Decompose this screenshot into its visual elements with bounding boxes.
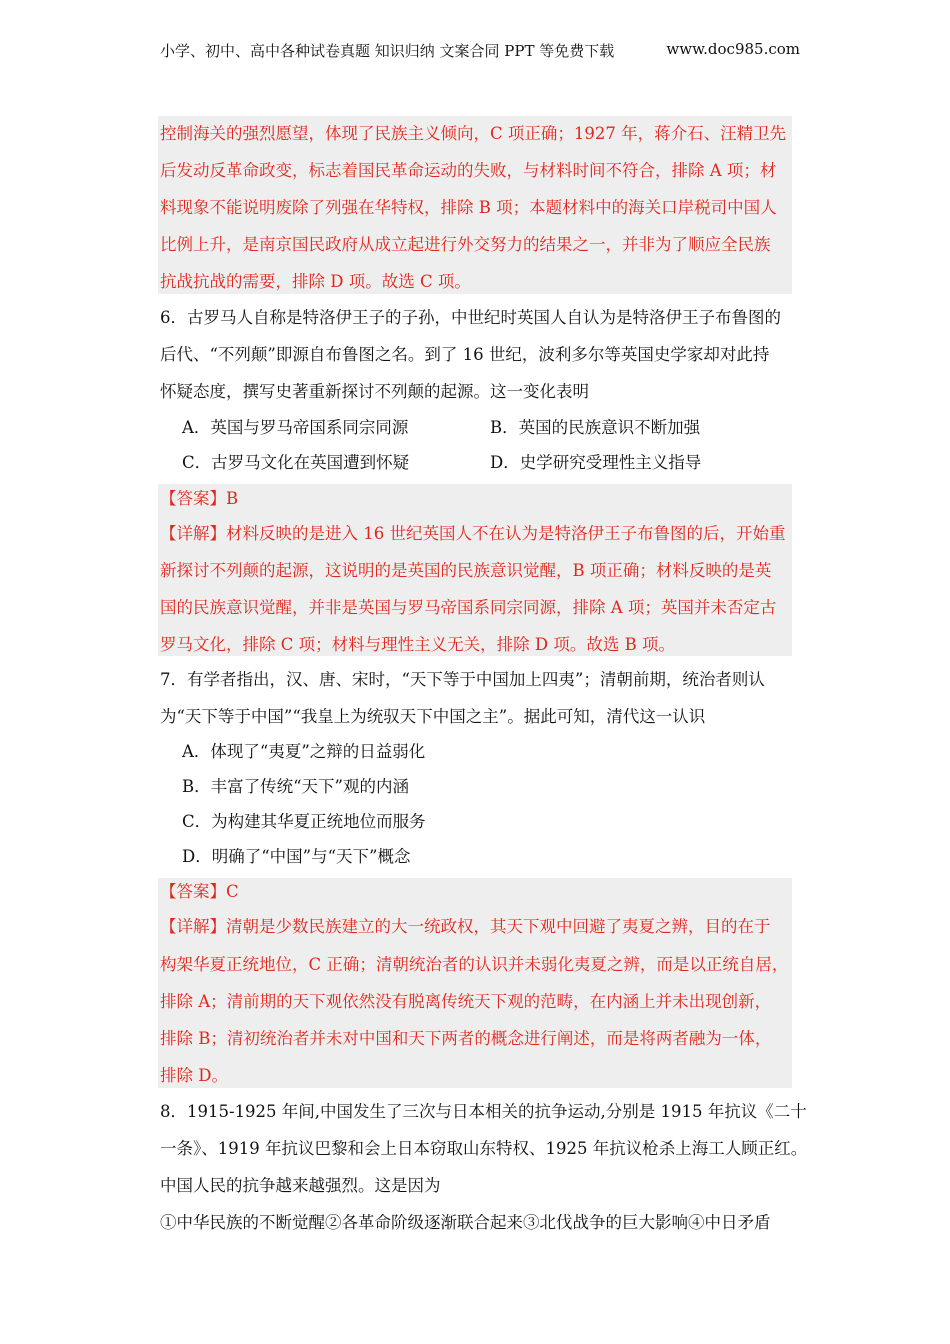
q6-option-a: A．英国与罗马帝国系同宗同源 <box>182 418 409 437</box>
q7-option-c: C．为构建其华夏正统地位而服务 <box>182 812 426 831</box>
prev-explanation-line: 后发动反革命政变，标志着国民革命运动的失败，与材料时间不符合，排除 A 项；材 <box>160 161 777 180</box>
q7-option-a: A．体现了“夷夏”之辩的日益弱化 <box>182 742 426 761</box>
q6-explanation-line: 罗马文化，排除 C 项；材料与理性主义无关，排除 D 项。故选 B 项。 <box>160 635 675 654</box>
q6-option-b: B．英国的民族意识不断加强 <box>490 418 701 437</box>
q7-stem-line: 7．有学者指出，汉、唐、宋时，“天下等于中国加上四夷”；清朝前期，统治者则认 <box>160 670 765 689</box>
q8-stem-line: 中国人民的抗争越来越强烈。这是因为 <box>160 1176 441 1195</box>
q8-stem-line: 一条》、1919 年抗议巴黎和会上日本窃取山东特权、1925 年抗议枪杀上海工人顾正红。 <box>160 1139 808 1158</box>
q7-stem-line: 为“天下等于中国”“我皇上为统驭天下中国之主”。据此可知，清代这一认识 <box>160 707 706 726</box>
q7-option-d: D．明确了“中国”与“天下”概念 <box>182 847 411 866</box>
q7-explanation-line: 构架华夏正统地位，C 正确；清朝统治者的认识并未弱化夷夏之辨，而是以正统自居， <box>160 955 789 974</box>
q7-answer-box <box>158 878 792 1088</box>
q6-stem-line: 怀疑态度，撰写史著重新探讨不列颠的起源。这一变化表明 <box>160 382 589 401</box>
q6-stem-line: 后代、“不列颠”即源自布鲁图之名。到了 16 世纪，波利多尔等英国史学家却对此持 <box>160 345 770 364</box>
header-text: 小学、初中、高中各种试卷真题 知识归纳 文案合同 PPT 等免费下载 <box>160 42 615 60</box>
q6-answer: 【答案】B <box>160 489 239 508</box>
q7-option-b: B．丰富了传统“天下”观的内涵 <box>182 777 409 796</box>
prev-explanation-line: 抗战抗战的需要，排除 D 项。故选 C 项。 <box>160 272 471 291</box>
page-header <box>160 40 800 61</box>
q7-explanation-line: 排除 A；清前期的天下观依然没有脱离传统天下观的范畴，在内涵上并未出现创新， <box>160 992 772 1011</box>
q7-explanation-line: 【详解】清朝是少数民族建立的大一统政权，其天下观中回避了夷夏之辨，目的在于 <box>160 917 771 936</box>
prev-explanation-line: 控制海关的强烈愿望，体现了民族主义倾向，C 项正确；1927 年，蒋介石、汪精卫先 <box>160 124 787 143</box>
q6-option-d: D．史学研究受理性主义指导 <box>490 453 702 472</box>
q6-stem-line: 6．古罗马人自称是特洛伊王子的子孙，中世纪时英国人自认为是特洛伊王子布鲁图的 <box>160 308 781 327</box>
q7-answer: 【答案】C <box>160 882 239 901</box>
header-site: www.doc985.com <box>666 40 800 58</box>
prev-explanation-line: 料现象不能说明废除了列强在华特权，排除 B 项；本题材料中的海关口岸税司中国人 <box>160 198 777 217</box>
q6-explanation-line: 国的民族意识觉醒，并非是英国与罗马帝国系同宗同源，排除 A 项；英国并未否定古 <box>160 598 777 617</box>
q8-stem-line: 8．1915-1925 年间,中国发生了三次与日本相关的抗争运动,分别是 1915 年抗议《二十 <box>160 1102 807 1121</box>
q6-explanation-line: 新探讨不列颠的起源，这说明的是英国的民族意识觉醒，B 项正确；材料反映的是英 <box>160 561 772 580</box>
q6-option-c: C．古罗马文化在英国遭到怀疑 <box>182 453 410 472</box>
q8-stem-line: ①中华民族的不断觉醒②各革命阶级逐渐联合起来③北伐战争的巨大影响④中日矛盾 <box>160 1213 771 1232</box>
prev-explanation-line: 比例上升，是南京国民政府从成立起进行外交努力的结果之一，并非为了顺应全民族 <box>160 235 771 254</box>
q6-explanation-line: 【详解】材料反映的是进入 16 世纪英国人不在认为是特洛伊王子布鲁图的后，开始重 <box>160 524 786 543</box>
q7-explanation-line: 排除 D。 <box>160 1066 228 1085</box>
q7-explanation-line: 排除 B；清初统治者并未对中国和天下两者的概念进行阐述，而是将两者融为一体， <box>160 1029 772 1048</box>
